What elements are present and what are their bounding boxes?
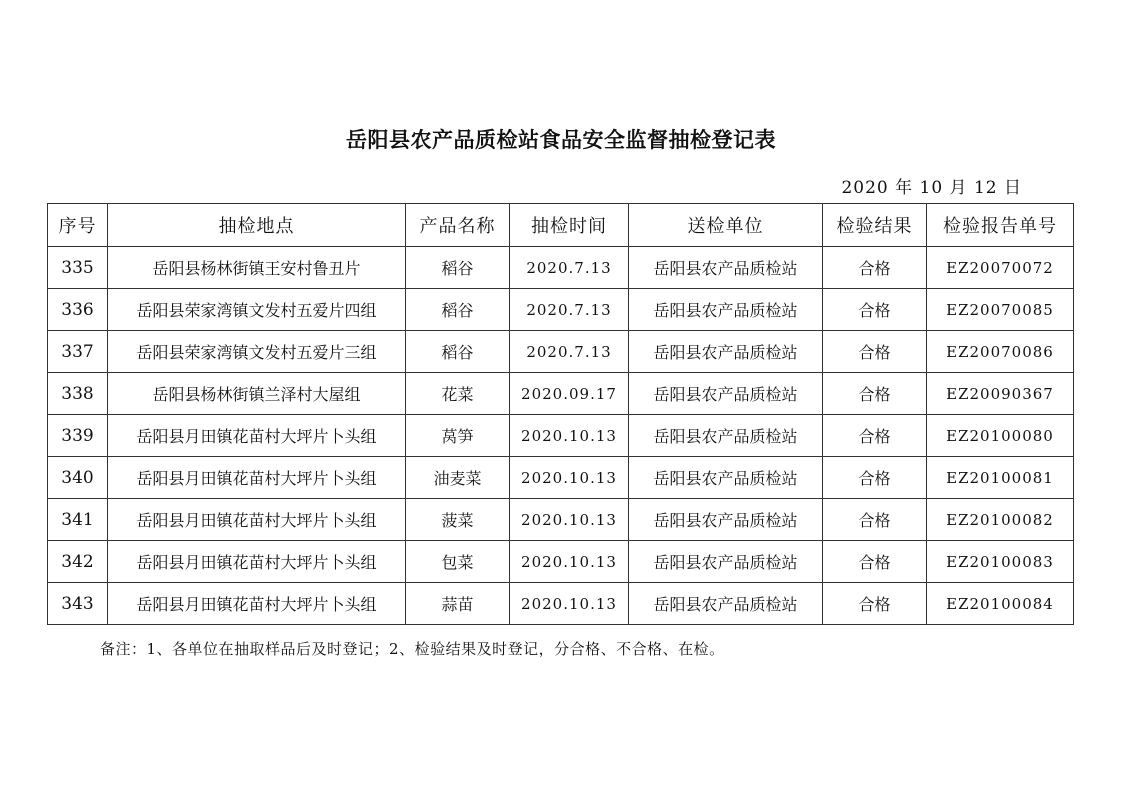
cell-report-number: EZ20100082	[927, 499, 1074, 541]
cell-sampling-location: 岳阳县月田镇花苗村大坪片卜头组	[108, 415, 406, 457]
cell-sampling-location: 岳阳县荣家湾镇文发村五爱片三组	[108, 331, 406, 373]
cell-report-number: EZ20100080	[927, 415, 1074, 457]
cell-report-number: EZ20070085	[927, 289, 1074, 331]
cell-report-number: EZ20100084	[927, 583, 1074, 625]
table-header-row	[48, 204, 1074, 247]
cell-submitting-unit: 岳阳县农产品质检站	[629, 541, 823, 583]
cell-inspection-result: 合格	[823, 499, 927, 541]
cell-report-number: EZ20090367	[927, 373, 1074, 415]
cell-serial-number: 338	[48, 373, 108, 415]
cell-inspection-result: 合格	[823, 541, 927, 583]
cell-submitting-unit: 岳阳县农产品质检站	[629, 373, 823, 415]
cell-serial-number: 340	[48, 457, 108, 499]
cell-report-number: EZ20070086	[927, 331, 1074, 373]
cell-sampling-location: 岳阳县月田镇花苗村大坪片卜头组	[108, 457, 406, 499]
cell-product-name: 包菜	[406, 541, 510, 583]
cell-serial-number: 342	[48, 541, 108, 583]
header-product-name: 产品名称	[406, 204, 510, 247]
cell-inspection-result: 合格	[823, 373, 927, 415]
header-sampling-time: 抽检时间	[510, 204, 629, 247]
cell-product-name: 莴笋	[406, 415, 510, 457]
cell-product-name: 菠菜	[406, 499, 510, 541]
header-sampling-location: 抽检地点	[108, 204, 406, 247]
cell-sampling-time: 2020.7.13	[510, 289, 629, 331]
cell-product-name: 油麦菜	[406, 457, 510, 499]
header-serial-number: 序号	[48, 204, 108, 247]
inspection-table-container	[47, 203, 1073, 625]
header-inspection-result: 检验结果	[823, 204, 927, 247]
cell-product-name: 稻谷	[406, 331, 510, 373]
table-row	[48, 373, 1074, 415]
cell-serial-number: 343	[48, 583, 108, 625]
cell-product-name: 花菜	[406, 373, 510, 415]
cell-serial-number: 336	[48, 289, 108, 331]
header-report-number: 检验报告单号	[927, 204, 1074, 247]
cell-submitting-unit: 岳阳县农产品质检站	[629, 457, 823, 499]
table-body	[48, 247, 1074, 625]
cell-sampling-time: 2020.10.13	[510, 541, 629, 583]
table-row	[48, 331, 1074, 373]
cell-sampling-location: 岳阳县月田镇花苗村大坪片卜头组	[108, 583, 406, 625]
cell-submitting-unit: 岳阳县农产品质检站	[629, 415, 823, 457]
cell-sampling-time: 2020.10.13	[510, 457, 629, 499]
cell-sampling-time: 2020.7.13	[510, 247, 629, 289]
table-row	[48, 457, 1074, 499]
table-row	[48, 541, 1074, 583]
cell-submitting-unit: 岳阳县农产品质检站	[629, 583, 823, 625]
cell-product-name: 稻谷	[406, 247, 510, 289]
cell-sampling-time: 2020.10.13	[510, 415, 629, 457]
header-submitting-unit: 送检单位	[629, 204, 823, 247]
cell-product-name: 稻谷	[406, 289, 510, 331]
document-date: 2020 年 10 月 12 日	[841, 178, 1022, 198]
cell-sampling-location: 岳阳县杨林街镇兰泽村大屋组	[108, 373, 406, 415]
cell-serial-number: 335	[48, 247, 108, 289]
table-row	[48, 289, 1074, 331]
cell-sampling-location: 岳阳县月田镇花苗村大坪片卜头组	[108, 499, 406, 541]
table-row	[48, 247, 1074, 289]
cell-report-number: EZ20070072	[927, 247, 1074, 289]
cell-inspection-result: 合格	[823, 415, 927, 457]
cell-submitting-unit: 岳阳县农产品质检站	[629, 247, 823, 289]
cell-sampling-location: 岳阳县杨林街镇王安村鲁丑片	[108, 247, 406, 289]
cell-submitting-unit: 岳阳县农产品质检站	[629, 499, 823, 541]
cell-report-number: EZ20100083	[927, 541, 1074, 583]
footnote: 备注：1、各单位在抽取样品后及时登记；2、检验结果及时登记，分合格、不合格、在检。	[100, 640, 725, 658]
table-row	[48, 499, 1074, 541]
cell-sampling-time: 2020.7.13	[510, 331, 629, 373]
cell-sampling-time: 2020.10.13	[510, 499, 629, 541]
cell-sampling-location: 岳阳县荣家湾镇文发村五爱片四组	[108, 289, 406, 331]
cell-inspection-result: 合格	[823, 247, 927, 289]
cell-sampling-time: 2020.09.17	[510, 373, 629, 415]
cell-submitting-unit: 岳阳县农产品质检站	[629, 331, 823, 373]
cell-sampling-location: 岳阳县月田镇花苗村大坪片卜头组	[108, 541, 406, 583]
cell-submitting-unit: 岳阳县农产品质检站	[629, 289, 823, 331]
cell-inspection-result: 合格	[823, 289, 927, 331]
cell-product-name: 蒜苗	[406, 583, 510, 625]
cell-serial-number: 341	[48, 499, 108, 541]
cell-report-number: EZ20100081	[927, 457, 1074, 499]
cell-inspection-result: 合格	[823, 583, 927, 625]
cell-inspection-result: 合格	[823, 331, 927, 373]
cell-sampling-time: 2020.10.13	[510, 583, 629, 625]
cell-serial-number: 339	[48, 415, 108, 457]
inspection-table	[47, 203, 1074, 625]
cell-serial-number: 337	[48, 331, 108, 373]
cell-inspection-result: 合格	[823, 457, 927, 499]
table-row	[48, 415, 1074, 457]
table-row	[48, 583, 1074, 625]
document-title: 岳阳县农产品质检站食品安全监督抽检登记表	[346, 127, 776, 152]
